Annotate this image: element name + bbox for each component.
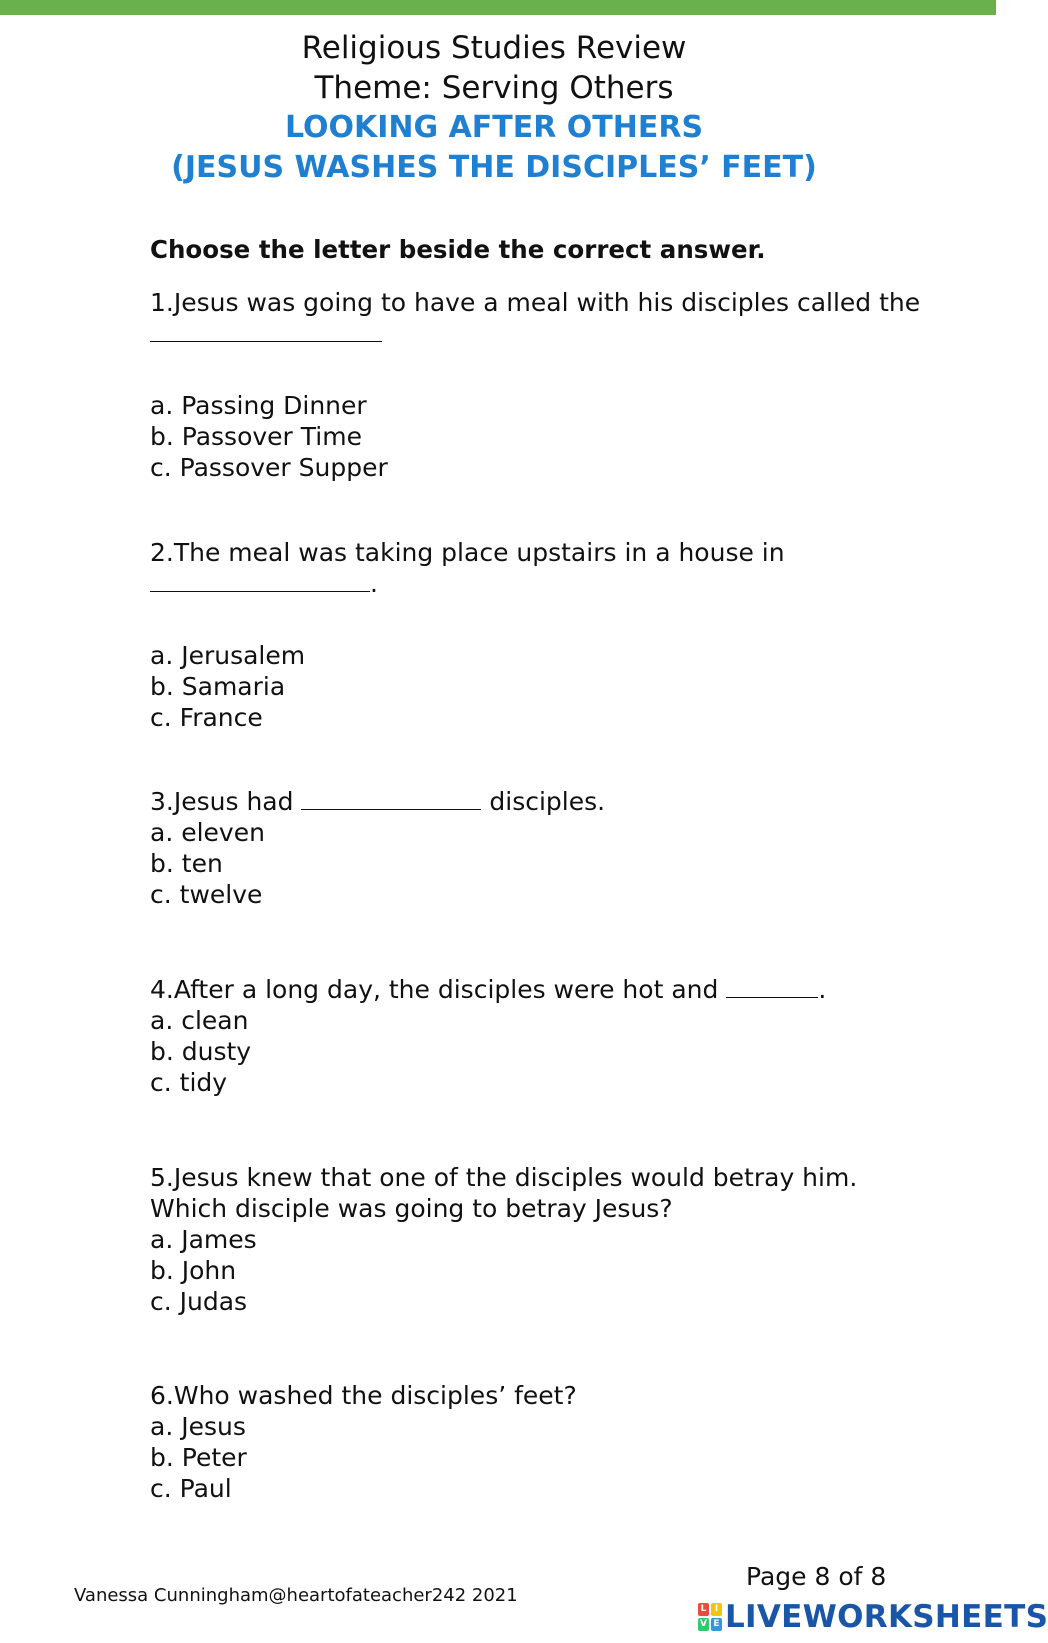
- option-3b[interactable]: b. ten: [150, 849, 223, 878]
- answer-blank-1[interactable]: [150, 319, 382, 342]
- logo-tile: I: [711, 1603, 722, 1616]
- option-2a[interactable]: a. Jerusalem: [150, 641, 306, 670]
- worksheet-header: [0, 28, 988, 188]
- answer-blank-4[interactable]: [726, 975, 818, 998]
- logo-text: LIVEWORKSHEETS: [725, 1599, 1048, 1635]
- answer-blank-3[interactable]: [301, 787, 481, 810]
- option-5c[interactable]: c. Judas: [150, 1287, 248, 1316]
- question-3: [150, 786, 950, 817]
- question-4: [150, 974, 950, 1005]
- option-6c[interactable]: c. Paul: [150, 1474, 232, 1503]
- question-2: [150, 537, 950, 599]
- question-6-text: 6.Who washed the disciples’ feet?: [150, 1381, 577, 1410]
- instructions: Choose the letter beside the correct answer.: [150, 235, 766, 264]
- question-1-text: 1.Jesus was going to have a meal with his disciples called the: [150, 288, 921, 317]
- top-accent-bar: [0, 0, 996, 15]
- question-5-text: 5.Jesus knew that one of the disciples would betray him.: [150, 1163, 858, 1192]
- logo-tile: V: [698, 1618, 709, 1631]
- question-5: [150, 1162, 950, 1224]
- author-credit: Vanessa Cunningham@heartofateacher242 2021: [74, 1585, 518, 1606]
- option-1c[interactable]: c. Passover Supper: [150, 453, 388, 482]
- option-3c[interactable]: c. twelve: [150, 880, 263, 909]
- question-1-options: [150, 390, 388, 483]
- option-3a[interactable]: a. eleven: [150, 818, 265, 847]
- logo-tile: L: [698, 1603, 709, 1616]
- question-5-options: [150, 1224, 257, 1317]
- option-4a[interactable]: a. clean: [150, 1006, 249, 1035]
- option-5b[interactable]: b. John: [150, 1256, 237, 1285]
- logo-tile: E: [711, 1618, 722, 1631]
- header-topic: LOOKING AFTER OTHERS: [284, 110, 704, 145]
- question-2-options: [150, 640, 305, 733]
- question-1: [150, 287, 950, 349]
- logo-tiles-icon: [698, 1603, 722, 1631]
- question-4-options: [150, 1005, 251, 1098]
- option-4b[interactable]: b. dusty: [150, 1037, 252, 1066]
- option-5a[interactable]: a. James: [150, 1225, 257, 1254]
- option-2b[interactable]: b. Samaria: [150, 672, 286, 701]
- page-number: Page 8 of 8: [746, 1562, 887, 1591]
- header-theme: Theme: Serving Others: [314, 70, 674, 106]
- option-1b[interactable]: b. Passover Time: [150, 422, 362, 451]
- question-2-text: 2.The meal was taking place upstairs in a house in: [150, 538, 785, 567]
- option-1a[interactable]: a. Passing Dinner: [150, 391, 367, 420]
- header-subtopic: (JESUS WASHES THE DISCIPLES’ FEET): [171, 150, 817, 185]
- question-3-options: [150, 817, 265, 910]
- question-3-text: 3.Jesus had: [150, 787, 294, 816]
- question-5-text-2: Which disciple was going to betray Jesus?: [150, 1194, 673, 1223]
- question-2-after: .: [370, 569, 378, 598]
- header-title: Religious Studies Review: [301, 30, 687, 66]
- option-2c[interactable]: c. France: [150, 703, 263, 732]
- option-6a[interactable]: a. Jesus: [150, 1412, 246, 1441]
- question-4-after: .: [818, 975, 827, 1004]
- question-3-after: disciples.: [489, 787, 606, 816]
- option-4c[interactable]: c. tidy: [150, 1068, 228, 1097]
- question-6: [150, 1380, 950, 1411]
- question-4-text: 4.After a long day, the disciples were hot and: [150, 975, 719, 1004]
- answer-blank-2[interactable]: [150, 569, 370, 592]
- liveworksheets-logo[interactable]: [698, 1600, 1048, 1634]
- question-6-options: [150, 1411, 247, 1504]
- option-6b[interactable]: b. Peter: [150, 1443, 247, 1472]
